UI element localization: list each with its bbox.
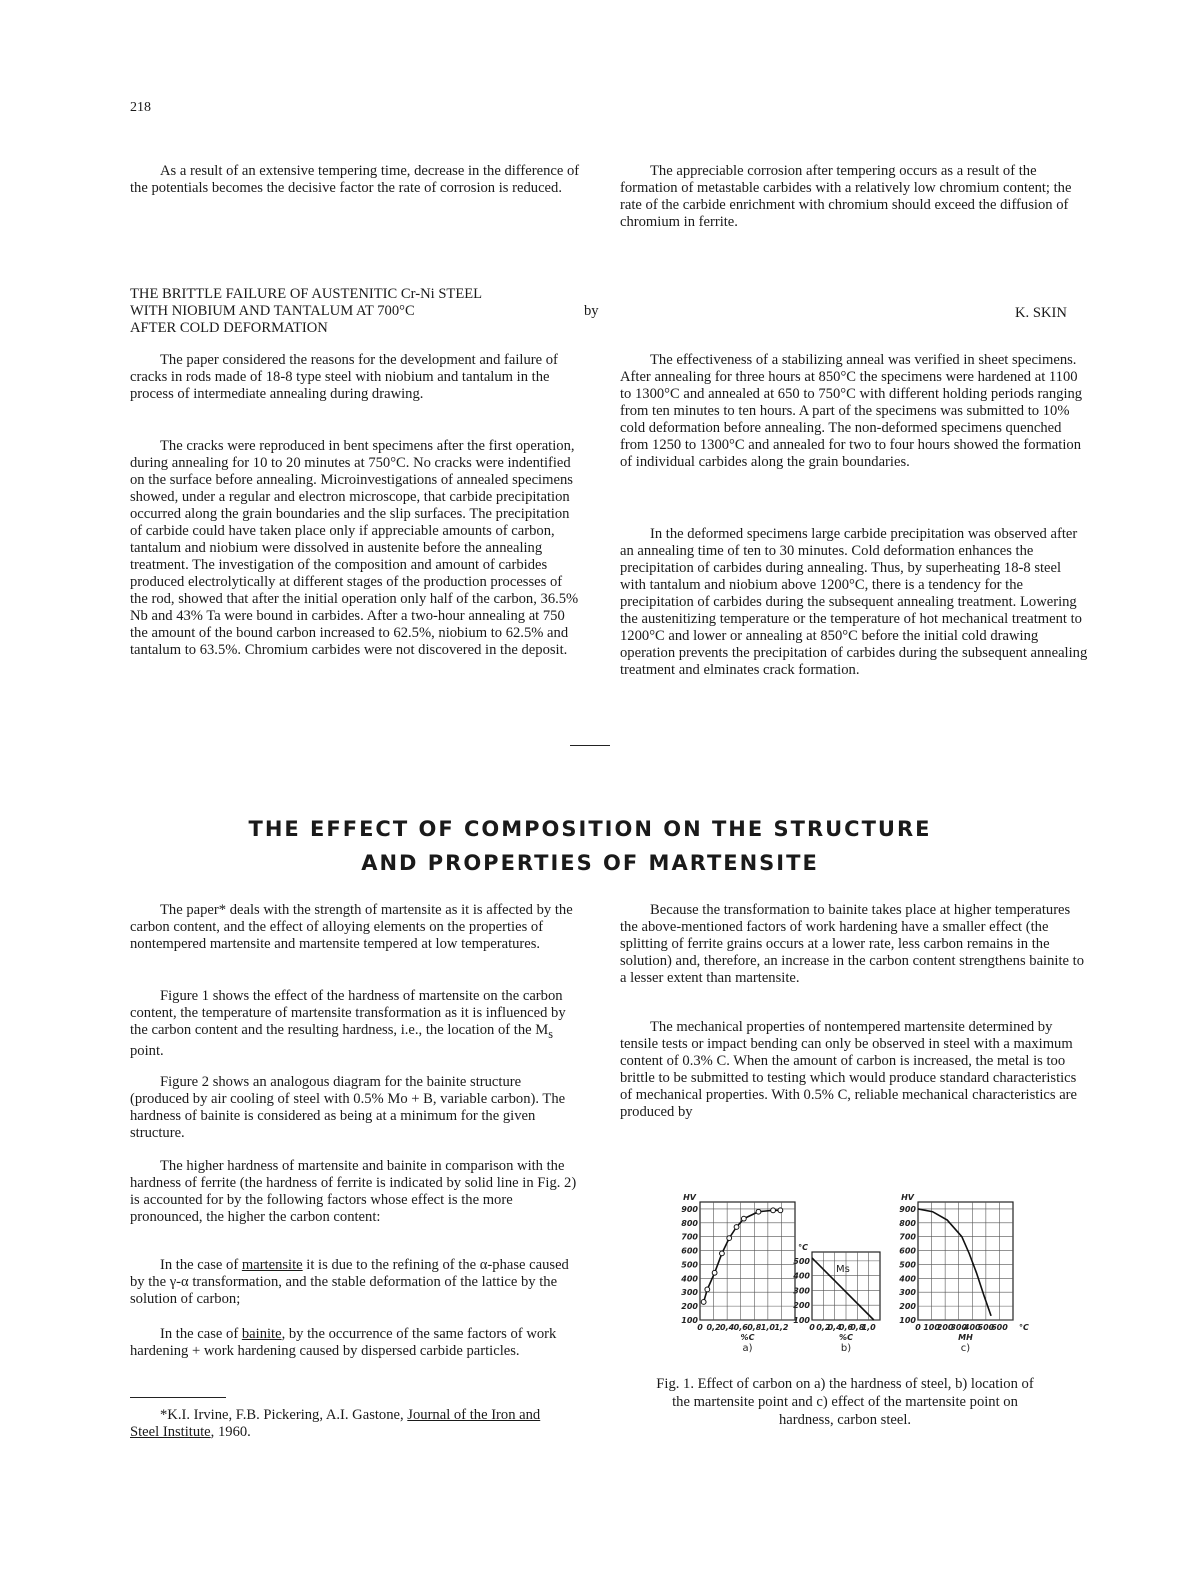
panel-2-ytick-label: 400	[793, 1271, 810, 1281]
panel-1-data-point	[727, 1236, 732, 1241]
panel-1-letter: a)	[742, 1343, 753, 1354]
top-left-paragraph: As a result of an extensive tempering time, decrease in the difference of the potentials becomes the decisive factor the rate of corrosion is reduced.	[130, 163, 580, 196]
footnote-rule	[130, 1397, 226, 1398]
panel-3-xtick-label: 0	[915, 1323, 921, 1332]
panel-2-letter: b)	[840, 1343, 852, 1354]
article2-left-p5	[130, 1257, 580, 1308]
panel-2-xtick-label: 0,6	[838, 1323, 854, 1332]
article1-author: K. SKIN	[1015, 305, 1067, 321]
article1-title-line1: THE BRITTLE FAILURE OF AUSTENITIC Cr-Ni STEEL	[130, 286, 483, 302]
panel-2-ytick-label: 500	[793, 1256, 810, 1266]
panel-2-xtick-label: 0,4	[827, 1323, 842, 1332]
panel-1-ytick-label: 400	[681, 1274, 698, 1284]
p6-lead: In the case of	[160, 1326, 242, 1342]
footnote	[130, 1407, 560, 1441]
panel-3-ylabel: HV	[901, 1193, 914, 1202]
article1-title-line2: WITH NIOBIUM AND TANTALUM AT 700°C	[130, 303, 415, 319]
panel-2-xlabel: %C	[839, 1333, 853, 1342]
top-right-paragraph: The appreciable corrosion after tempering occurs as a result of the formation of metastable carbides with a relatively low chromium content; the rate of the carbide enrichment with chromium should exceed the diffusion of chromium in ferrite.	[620, 163, 1072, 230]
panel-1-xtick-label: 0	[697, 1323, 703, 1332]
panel-2-xtick-label: 1,0	[861, 1323, 876, 1332]
article1-left-p2: The cracks were reproduced in bent specimens after the first operation, during annealing for 10 to 20 minutes at 750°C. No cracks were indentified on the surface before annealing. Microinvestigations of annealed specimens showed, under a regular and electron microscope, that carbide precipitation occurred along the grain boundaries and the slip surfaces. The precipitation of carbide could have taken place only if appreciable amounts of carbon, tantalum and niobium were dissolved in austenite before the annealing treatment. The investigation of the composition and amount of carbides produced electrolytically at different stages of the production processes of the rod, showed that after the initial operation only half of the carbon, 36.5% Nb and 43% Ta were bound in carbides. After a two-hour annealing at 750 the amount of the bound carbon increased to 62.5%, niobium to 62.5% and tantalum to 63.5%. Chromium carbides were not discovered in the deposit.	[130, 438, 579, 658]
panel-3-xtick-label: 400	[963, 1323, 981, 1332]
panel-2-xtick-label: 0,2	[816, 1323, 831, 1332]
panel-1-xtick-label: 0,4	[720, 1323, 735, 1332]
p2-text: Figure 1 shows the effect of the hardness of martensite on the carbon content, the temperature of martensite transformation as it is influenced by the carbon content and the resulting hardness, i.e., the location of the M	[130, 988, 566, 1038]
panel-3-frame	[918, 1202, 1013, 1320]
panel-3-ytick-label: 500	[899, 1260, 916, 1270]
panel-3-x-unit: °C	[1019, 1323, 1029, 1332]
panel-2-ylabel: °C	[798, 1243, 808, 1252]
article1-title	[130, 286, 482, 337]
panel-2-ytick-label: 100	[793, 1316, 810, 1325]
panel-3-ytick-label: 400	[899, 1274, 916, 1284]
panel-2-ytick-label: 300	[793, 1286, 810, 1296]
panel-3-xtick-label: 300	[950, 1323, 968, 1332]
panel-1-series-line	[704, 1210, 781, 1302]
martensite-underlined: martensite	[241, 1257, 303, 1273]
panel-1-xtick-label: 0,8	[747, 1323, 762, 1332]
page-number: 218	[130, 100, 151, 115]
panel-2-xtick-label: 0,8	[850, 1323, 865, 1332]
footnote-year: , 1960.	[210, 1424, 251, 1440]
p5-text: it is due to the refining of the α-phase caused by the γ-α transformation, and the stable deformation of the lattice by the solution of carbon;	[130, 1257, 569, 1307]
panel-1-ytick-label: 500	[681, 1260, 698, 1270]
panel-1-ytick-label: 600	[681, 1246, 698, 1256]
panel-3-xtick-label: 600	[991, 1323, 1008, 1332]
panel-1-data-point	[734, 1225, 739, 1230]
figure-1-caption: Fig. 1. Effect of carbon on a) the hardness of steel, b) location of the martensite point and c) effect of the martensite point on hardness, carbon steel.	[656, 1376, 1034, 1428]
panel-3-xlabel: MH	[958, 1333, 973, 1342]
footnote-journal: Journal of the Iron and Steel Institute	[130, 1407, 541, 1440]
article1-left-p1: The paper considered the reasons for the development and failure of cracks in rods made of 18-8 type steel with niobium and tantalum in the process of intermediate annealing during drawing.	[130, 352, 558, 402]
panel-1-ytick-label: 700	[681, 1232, 698, 1242]
bainite-underlined: bainite	[241, 1326, 282, 1342]
article2-left-p2	[130, 988, 580, 1060]
panel-2-xtick-label: 0	[809, 1323, 815, 1332]
panel-3-ytick-label: 300	[899, 1288, 916, 1298]
panel-3-xtick-label: 500	[977, 1323, 995, 1332]
article1-title-line3: AFTER COLD DEFORMATION	[130, 320, 328, 336]
article2-right-p2: The mechanical properties of nontempered martensite determined by tensile tests or impact bending can only be observed in steel with a maximum content of 0.3% C. When the amount of carbon is increased, the metal is too brittle to be submitted to testing which would produce standard characteristics of mechanical properties. With 0.5% C, reliable mechanical characteristics are produced by	[620, 1019, 1078, 1120]
article1-right-p1: The effectiveness of a stabilizing anneal was verified in sheet specimens. After annealing for three hours at 850°C the specimens were hardened at 1100 to 1300°C and annealed at 650 to 750°C with different holding periods ranging from ten minutes to ten hours. A part of the specimens was submitted to 10% cold deformation before annealing. The non-deformed specimens quenched from 1250 to 1300°C and annealed for two to four hours showed the formation of individual carbides along the grain boundaries.	[620, 352, 1083, 470]
panel-1-ylabel: HV	[683, 1193, 696, 1202]
footnote-authors: *K.I. Irvine, F.B. Pickering, A.I. Gastone,	[160, 1407, 408, 1423]
panel-1-xtick-label: 1,2	[774, 1323, 789, 1332]
article1-right-p2: In the deformed specimens large carbide precipitation was observed after an annealing time of ten to 30 minutes. Cold deformation enhances the precipitation of carbides during annealing. Thus, by superheating 18-8 steel with tantalum and niobium above 1200°C, there is a tendency for the precipitation of carbides during the subsequent annealing treatment. Lowering the austenitizing temperature or the temperature of hot mechanical treatment to 1200°C and lower or annealing at 850°C before the initial cold drawing operation prevents the precipitation of carbides during the subsequent annealing treatment and elminates crack formation.	[620, 526, 1088, 678]
p5-lead: In the case of	[160, 1257, 242, 1273]
article2-left-p3: Figure 2 shows an analogous diagram for the bainite structure (produced by air cooling of steel with 0.5% Mo + B, variable carbon). The hardness of bainite is considered as being at a minimum for the given structure.	[130, 1074, 566, 1141]
article2-left-p6	[130, 1326, 580, 1360]
panel-1-ytick-label: 300	[681, 1288, 698, 1298]
article2-title-line2: AND PROPERTIES OF MARTENSITE	[361, 851, 819, 875]
article2-left-p1: The paper* deals with the strength of martensite as it is affected by the carbon content, and the effect of alloying elements on the properties of nontempered martensite and martensite tempered at low temperatures.	[130, 902, 573, 952]
panel-3-ytick-label: 200	[899, 1302, 916, 1312]
section-divider	[570, 745, 610, 746]
panel-2-ytick-label: 200	[793, 1301, 810, 1311]
panel-3-xtick-label: 200	[936, 1323, 954, 1332]
ms-subscript: s	[548, 1026, 553, 1041]
panel-1-xtick-label: 0,6	[733, 1323, 748, 1332]
article2-right-p1: Because the transformation to bainite takes place at higher temperatures the above-mentioned factors of work hardening have a smaller effect (the splitting of ferrite grains occurs at a lower rate, less carbon remains in the solution) and, therefore, an increase in the carbon content strengthens bainite to a lesser extent than martensite.	[620, 902, 1084, 986]
panel-1-data-point	[712, 1270, 717, 1275]
panel-1-data-point	[701, 1300, 706, 1305]
panel-1-data-point	[705, 1287, 710, 1292]
panel-1-xlabel: %C	[740, 1333, 755, 1342]
panel-3-ytick-label: 700	[899, 1232, 916, 1242]
article2-title-line1: THE EFFECT OF COMPOSITION ON THE STRUCTURE	[248, 817, 932, 841]
panel-1-ytick-label: 200	[681, 1302, 698, 1312]
panel-1-data-point	[778, 1208, 783, 1213]
panel-1-ytick-label: 100	[681, 1316, 698, 1325]
panel-1-data-point	[741, 1216, 746, 1221]
panel-3-letter: c)	[960, 1343, 971, 1354]
panel-1-data-point	[720, 1251, 725, 1256]
panel-1-xtick-label: 1,0	[760, 1323, 775, 1332]
panel-1-ytick-label: 800	[681, 1218, 698, 1228]
panel-3-ytick-label: 100	[899, 1316, 916, 1325]
article1-by: by	[584, 303, 599, 319]
panel-3-ytick-label: 900	[899, 1204, 916, 1214]
panel-1-data-point	[771, 1208, 776, 1213]
panel-1-data-point	[756, 1209, 761, 1214]
panel-1-ytick-label: 900	[681, 1204, 698, 1214]
panel-3-series-line	[918, 1209, 991, 1316]
figure-1-chart	[655, 1188, 1035, 1374]
article2-left-p4: The higher hardness of martensite and bainite in comparison with the hardness of ferrite (the hardness of ferrite is indicated by solid line in Fig. 2) is accounted for by the following factors whose effect is the more pronounced, the higher the carbon content:	[130, 1158, 577, 1225]
panel-3-xtick-label: 100	[923, 1323, 940, 1332]
p6-text: , by the occurrence of the same factors of work hardening + work hardening caused by dispersed carbide particles.	[130, 1326, 557, 1359]
panel-1-frame	[700, 1202, 795, 1320]
panel-2-annotation: Ms	[836, 1264, 850, 1275]
p2-tail: point.	[130, 1042, 164, 1059]
panel-3-ytick-label: 800	[899, 1218, 916, 1228]
panel-1-xtick-label: 0,2	[706, 1323, 721, 1332]
panel-3-ytick-label: 600	[899, 1246, 916, 1256]
